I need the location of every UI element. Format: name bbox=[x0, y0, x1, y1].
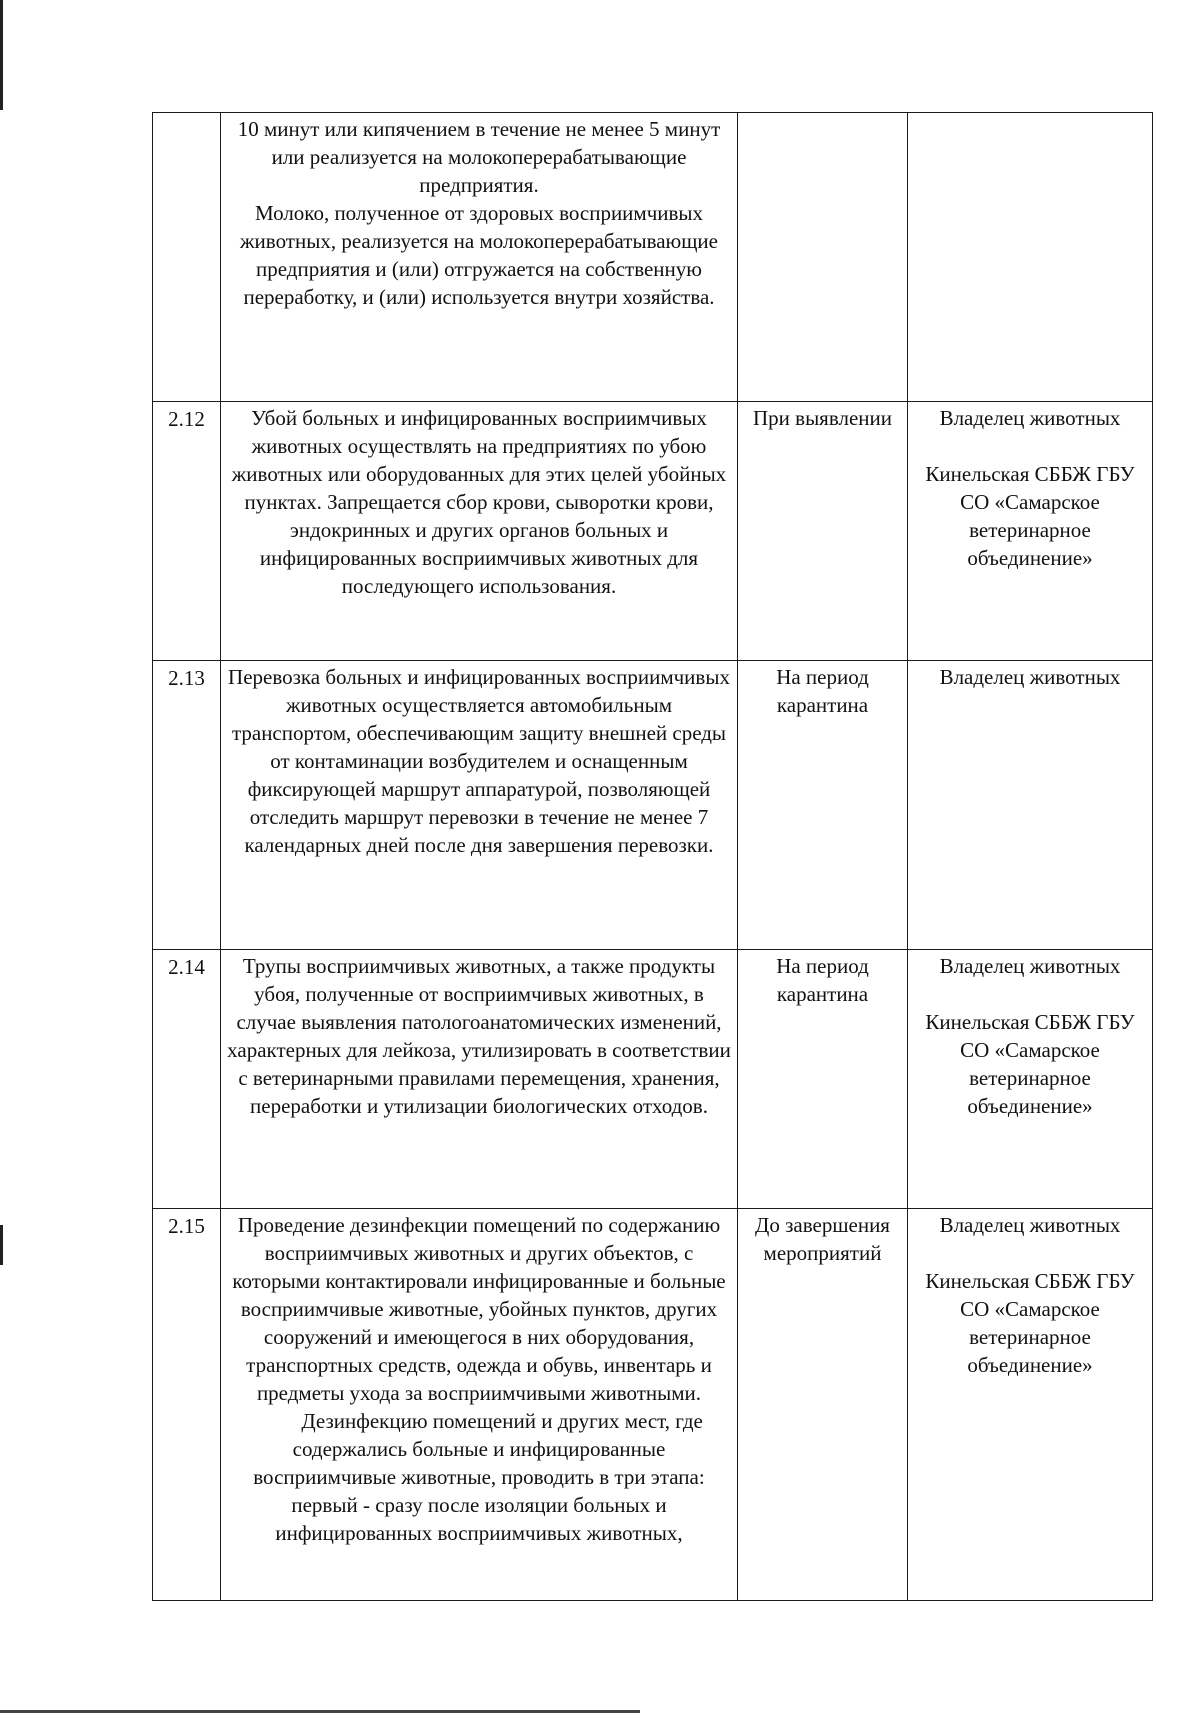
measure-paragraph: 10 минут или кипячением в течение не менее 5 минут или реализуется на молокоперерабатывающие предприятия. bbox=[237, 117, 721, 197]
measure-responsible bbox=[908, 1209, 1153, 1601]
measure-paragraph: Перевозка больных и инфицированных восприимчивых животных осуществляется автомобильным транспортом, обеспечивающим защиту внешней среды от контаминации возбудителем и оснащенным фиксирующей маршрут аппаратурой, позволяющей отследить маршрут перевозки в течение не менее 7 календарных дней после дня завершения перевозки. bbox=[228, 665, 730, 857]
measure-responsible bbox=[908, 113, 1153, 402]
table-row bbox=[153, 402, 1153, 661]
item-number bbox=[153, 113, 221, 402]
measure-paragraph: Молоко, полученное от здоровых восприимчивых животных, реализуется на молокоперерабатывающие предприятия и (или) отгружается на собственную переработку, и (или) используется внутри хозяйства. bbox=[240, 201, 718, 309]
table-row bbox=[153, 661, 1153, 950]
measure-term: До завершения мероприятий bbox=[738, 1209, 908, 1601]
item-number: 2.14 bbox=[153, 950, 221, 1209]
measure-paragraph: Дезинфекцию помещений и других мест, где содержались больные и инфицированные восприимчивые животные, проводить в три этапа: первый - сразу после изоляции больных и инфицированных восприимчивых животных, bbox=[253, 1409, 705, 1545]
responsible-party: Кинельская СББЖ ГБУ СО «Самарское ветеринарное объединение» bbox=[925, 462, 1135, 570]
item-number: 2.15 bbox=[153, 1209, 221, 1601]
responsible-party: Кинельская СББЖ ГБУ СО «Самарское ветеринарное объединение» bbox=[925, 1269, 1135, 1377]
table-row bbox=[153, 113, 1153, 402]
responsible-party: Владелец животных bbox=[939, 665, 1121, 689]
measure-paragraph: Проведение дезинфекции помещений по содержанию восприимчивых животных и других объектов, с которыми контактировали инфицированные и больные восприимчивые животные, убойных пунктов, других сооружений и имеющегося в них оборудования, транспортных средств, одежда и обувь, инвентарь и предметы ухода за восприимчивыми животными. bbox=[232, 1213, 726, 1405]
responsible-party: Владелец животных bbox=[939, 954, 1121, 978]
measure-paragraph: Трупы восприимчивых животных, а также продукты убоя, полученные от восприимчивых животных, в случае выявления патологоанатомических изменений, характерных для лейкоза, утилизировать в соответствии с ветеринарными правилами перемещения, хранения, переработки и утилизации биологических отходов. bbox=[227, 954, 731, 1118]
measures-table bbox=[152, 112, 1153, 1601]
measure-responsible bbox=[908, 402, 1153, 661]
measure-term: При выявлении bbox=[738, 402, 908, 661]
item-number: 2.13 bbox=[153, 661, 221, 950]
measure-responsible bbox=[908, 950, 1153, 1209]
responsible-party: Владелец животных bbox=[939, 1213, 1121, 1237]
measure-description bbox=[221, 113, 738, 402]
measure-paragraph: Убой больных и инфицированных восприимчивых животных осуществлять на предприятиях по убою животных или оборудованных для этих целей убойных пунктах. Запрещается сбор крови, сыворотки крови, эндокринных и других органов больных и инфицированных восприимчивых животных для последующего использования. bbox=[231, 406, 727, 598]
measure-description bbox=[221, 1209, 738, 1601]
scan-edge-mark bbox=[0, 0, 3, 110]
table-row bbox=[153, 950, 1153, 1209]
measure-responsible bbox=[908, 661, 1153, 950]
responsible-party: Кинельская СББЖ ГБУ СО «Самарское ветеринарное объединение» bbox=[925, 1010, 1135, 1118]
measure-term: На период карантина bbox=[738, 950, 908, 1209]
item-number: 2.12 bbox=[153, 402, 221, 661]
table-row bbox=[153, 1209, 1153, 1601]
scan-edge-mark bbox=[0, 1225, 3, 1265]
measure-description bbox=[221, 661, 738, 950]
measure-description bbox=[221, 402, 738, 661]
responsible-party: Владелец животных bbox=[939, 406, 1121, 430]
measure-term: На период карантина bbox=[738, 661, 908, 950]
measure-term bbox=[738, 113, 908, 402]
measure-description bbox=[221, 950, 738, 1209]
